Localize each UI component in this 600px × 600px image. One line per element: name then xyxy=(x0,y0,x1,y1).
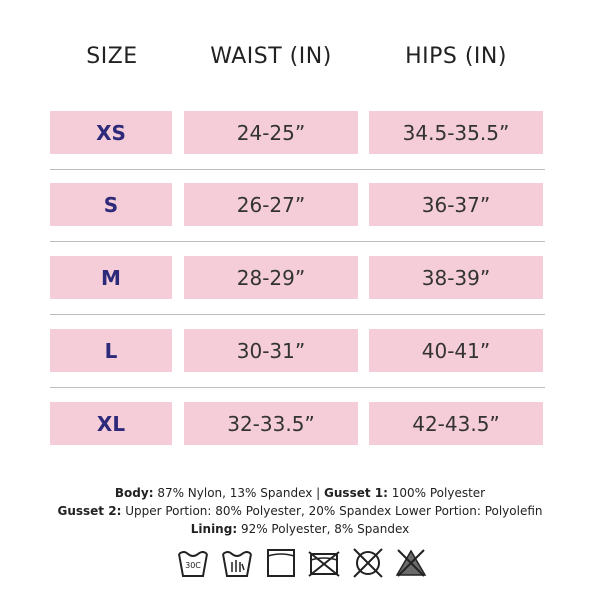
waist-cell: 28-29” xyxy=(184,256,358,299)
row-divider xyxy=(50,314,545,315)
do-not-dry-clean-icon xyxy=(351,546,385,580)
row-divider xyxy=(50,241,545,242)
do-not-bleach-icon xyxy=(394,546,428,580)
hips-cell: 34.5-35.5” xyxy=(369,111,543,154)
fabric-line-1 xyxy=(0,486,600,500)
size-cell: XS xyxy=(50,111,172,154)
waist-cell: 26-27” xyxy=(184,183,358,226)
waist-cell: 30-31” xyxy=(184,329,358,372)
hips-cell: 36-37” xyxy=(369,183,543,226)
header-waist: WAIST (IN) xyxy=(210,44,332,69)
header-size: SIZE xyxy=(86,44,138,69)
body-label: Body: xyxy=(114,486,154,500)
gusset1-label: Gusset 1: xyxy=(324,486,388,500)
gusset2-value: Upper Portion: 80% Polyester, 20% Spandex Lower Portion: Polyolefin xyxy=(121,504,543,518)
waist-cell: 32-33.5” xyxy=(184,402,358,445)
wash-temp-label: 30C xyxy=(185,561,201,570)
fabric-line-3 xyxy=(0,522,600,536)
care-icons xyxy=(176,546,436,580)
size-cell: L xyxy=(50,329,172,372)
body-value: 87% Nylon, 13% Spandex | xyxy=(153,486,325,500)
hips-cell: 40-41” xyxy=(369,329,543,372)
size-cell: S xyxy=(50,183,172,226)
size-cell: XL xyxy=(50,402,172,445)
gusset1-value: 100% Polyester xyxy=(387,486,486,500)
waist-cell: 24-25” xyxy=(184,111,358,154)
row-divider xyxy=(50,169,545,170)
lining-value: 92% Polyester, 8% Spandex xyxy=(237,522,410,536)
header-hips: HIPS (IN) xyxy=(405,44,507,69)
hand-wash-icon xyxy=(220,546,254,580)
hips-cell: 42-43.5” xyxy=(369,402,543,445)
hips-cell: 38-39” xyxy=(369,256,543,299)
gusset2-label: Gusset 2: xyxy=(57,504,122,518)
tumble-dry-icon xyxy=(264,546,298,580)
size-cell: M xyxy=(50,256,172,299)
do-not-tumble-dry-icon xyxy=(307,546,341,580)
row-divider xyxy=(50,387,545,388)
wash-30c-icon xyxy=(176,546,210,580)
lining-label: Lining: xyxy=(190,522,238,536)
fabric-line-2 xyxy=(0,504,600,518)
